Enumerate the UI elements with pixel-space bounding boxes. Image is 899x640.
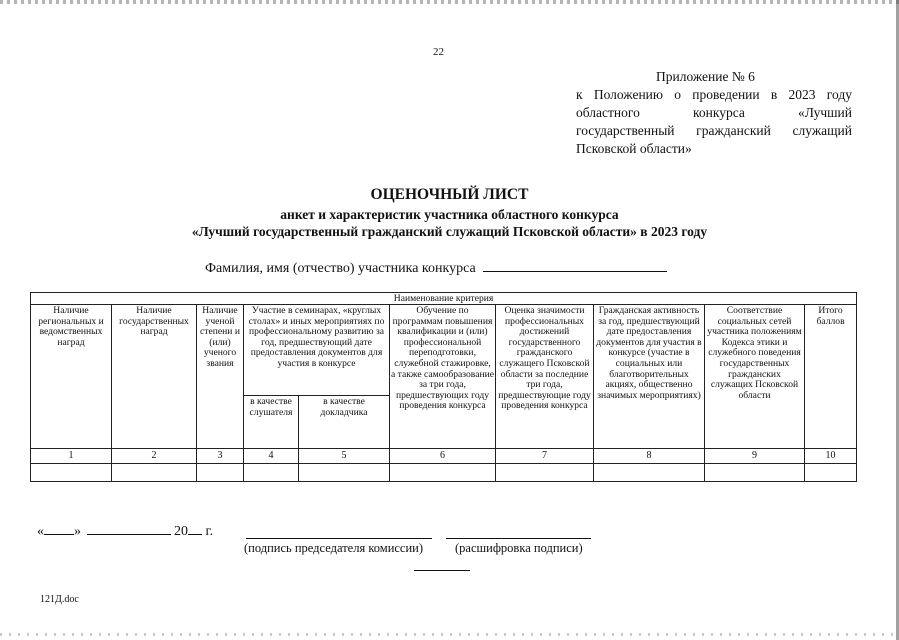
chair-signature-caption: (подпись председателя комиссии) <box>244 541 424 555</box>
date-close-quote: » <box>74 524 81 539</box>
date-year-suffix: г. <box>205 524 214 539</box>
score-entry-row <box>31 464 857 482</box>
appendix-line-4: Псковской области» <box>576 141 692 156</box>
participant-name-label: Фамилия, имя (отчество) участника конкурса <box>205 261 476 276</box>
date-open-quote: « <box>37 524 44 539</box>
participant-name-blank[interactable] <box>483 257 667 272</box>
document-subtitle-1: анкет и характеристик участника областного конкурса <box>280 207 619 222</box>
column-number: 9 <box>705 449 805 464</box>
column-number: 1 <box>31 449 112 464</box>
col-achievements: Оценка значимости профессиональных достижений государственного гражданского служащего Псковской области за последние три года, предшествующие году проведения конкурса <box>496 305 594 449</box>
col-seminars-listener: в качестве слушателя <box>244 396 299 449</box>
col-civic-activity: Гражданская активность за год, предшествующий дате предоставления документов для участия в конкурсе (участие в социальных или благотворительных акциях, общественно значимых мероприятиях) <box>594 305 705 449</box>
scan-edge-top <box>0 0 899 4</box>
appendix-line-2: областного конкурса «Лучший <box>576 105 852 120</box>
score-cell[interactable] <box>299 464 390 482</box>
date-year-prefix: 20 <box>174 524 188 539</box>
column-number-row <box>31 449 857 464</box>
score-cell[interactable] <box>496 464 594 482</box>
score-cell[interactable] <box>197 464 244 482</box>
scan-edge-bottom <box>0 633 899 636</box>
date-year-blank[interactable] <box>188 521 202 535</box>
column-number: 2 <box>112 449 197 464</box>
date-field <box>37 521 213 540</box>
footer-filename: 121Д.doc <box>40 594 79 605</box>
score-cell[interactable] <box>594 464 705 482</box>
document-title: ОЦЕНОЧНЫЙ ЛИСТ <box>370 186 529 203</box>
score-cell[interactable] <box>390 464 496 482</box>
divider-line <box>414 570 470 571</box>
criteria-header: Наименование критерия <box>31 293 857 305</box>
column-number: 6 <box>390 449 496 464</box>
score-cell[interactable] <box>705 464 805 482</box>
signature-decode-caption: (расшифровка подписи) <box>455 541 583 555</box>
col-regional-awards: Наличие региональных и ведомственных наград <box>31 305 112 449</box>
criteria-header-row <box>31 293 857 305</box>
col-state-awards: Наличие государственных наград <box>112 305 197 449</box>
col-academic-degree: Наличие ученой степени и (или) ученого звания <box>197 305 244 449</box>
col-total-score: Итого баллов <box>805 305 857 449</box>
column-number: 4 <box>244 449 299 464</box>
col-social-networks: Соответствие социальных сетей участника положениям Кодекса этики и служебного поведения государственных гражданских служащих Псковской области <box>705 305 805 449</box>
column-number: 8 <box>594 449 705 464</box>
appendix-title: Приложение № 6 <box>656 69 755 84</box>
appendix-line-1: к Положению о проведении в 2023 году <box>576 87 852 102</box>
participant-name-field <box>205 257 667 277</box>
appendix-line-3: государственный гражданский служащий <box>576 123 852 138</box>
col-training: Обучение по программам повышения квалификации и (или) профессиональной переподготовки, служебной стажировке, а также самообразование за три года, предшествующих году проведения конкурса <box>390 305 496 449</box>
score-cell[interactable] <box>805 464 857 482</box>
column-number: 7 <box>496 449 594 464</box>
column-header-row <box>31 305 857 396</box>
date-day-blank[interactable] <box>44 521 74 535</box>
col-seminars-speaker: в качестве докладчика <box>299 396 390 449</box>
date-month-blank[interactable] <box>87 521 171 535</box>
score-cell[interactable] <box>31 464 112 482</box>
page-number: 22 <box>433 46 444 58</box>
column-number: 5 <box>299 449 390 464</box>
column-number: 3 <box>197 449 244 464</box>
signature-decode-line[interactable] <box>446 538 591 539</box>
col-seminars: Участие в семинарах, «круглых столах» и иных мероприятиях по профессиональному развитию за год, предшествующий дате предоставления документов для участия в конкурсе <box>244 305 390 396</box>
evaluation-table <box>30 292 857 482</box>
score-cell[interactable] <box>244 464 299 482</box>
chair-signature-line[interactable] <box>246 538 432 539</box>
score-cell[interactable] <box>112 464 197 482</box>
document-subtitle-2: «Лучший государственный гражданский служащий Псковской области» в 2023 году <box>191 224 708 239</box>
column-number: 10 <box>805 449 857 464</box>
appendix-block <box>576 68 852 158</box>
